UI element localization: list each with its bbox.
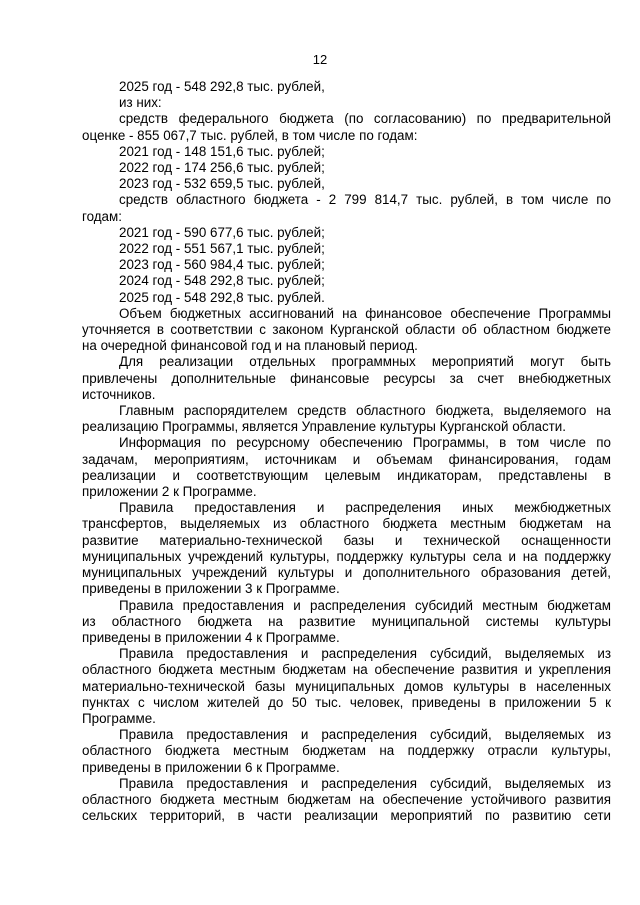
text-line: Программе.: [82, 710, 156, 726]
text-line: 2023 год - 532 659,5 тыс. рублей,: [119, 176, 325, 192]
text-line: приведены в приложении 3 к Программе.: [82, 581, 340, 597]
text-line: уточняется в соответствии с законом Курганской области об областном бюджете: [82, 322, 611, 338]
text-line: на очередной финансовой год и на плановый период.: [82, 338, 418, 354]
text-line: годам:: [82, 208, 122, 224]
text-line: Правила предоставления и распределения субсидий местным бюджетам: [119, 597, 611, 613]
text-line: оценке - 855 067,7 тыс. рублей, в том числе по годам:: [82, 127, 418, 143]
text-line: Главным распорядителем средств областного бюджета, выделяемого на: [119, 403, 611, 419]
text-line: 2022 год - 174 256,6 тыс. рублей;: [119, 160, 325, 176]
text-line: муниципальных учреждений культуры и дополнительного образования детей,: [82, 565, 611, 581]
text-line: Для реализации отдельных программных мероприятий могут быть: [119, 354, 611, 370]
text-line: средств областного бюджета - 2 799 814,7 тыс. рублей, в том числе по: [119, 192, 611, 208]
text-line: 2024 год - 548 292,8 тыс. рублей;: [119, 273, 325, 289]
text-line: развитие материально-технической базы и технической оснащенности: [82, 532, 611, 548]
text-line: из областного бюджета на развитие муниципальной системы культуры: [82, 613, 611, 629]
text-line: Правила предоставления и распределения субсидий, выделяемых из: [119, 646, 611, 662]
text-line: Правила предоставления и распределения субсидий, выделяемых из: [119, 775, 611, 791]
text-line: реализации и соответствующим целевым индикаторам, представлены в: [82, 467, 611, 483]
text-line: областного бюджета местным бюджетам на обеспечение развития и укрепления: [82, 662, 611, 678]
text-line: привлечены дополнительные финансовые ресурсы за счет внебюджетных: [82, 370, 611, 386]
text-line: реализацию Программы, является Управление культуры Курганской области.: [82, 419, 566, 435]
page-number: 12: [312, 52, 328, 67]
text-line: муниципальных учреждений культуры, поддержку культуры села и на поддержку: [82, 548, 611, 564]
text-line: приведены в приложении 4 к Программе.: [82, 629, 340, 645]
document-body: [82, 79, 611, 824]
text-line: Правила предоставления и распределения субсидий, выделяемых из: [119, 727, 611, 743]
text-line: приложении 2 к Программе.: [82, 484, 257, 500]
text-line: пунктах с числом жителей до 50 тыс. человек, приведены в приложении 5 к: [82, 694, 611, 710]
text-line: 2022 год - 551 567,1 тыс. рублей;: [119, 241, 325, 257]
text-line: 2025 год - 548 292,8 тыс. рублей.: [119, 289, 325, 305]
text-line: областного бюджета местным бюджетам на поддержку отрасли культуры,: [82, 743, 611, 759]
text-line: задачам, мероприятиям, источникам и объемам финансирования, годам: [82, 451, 611, 467]
text-line: Информация по ресурсному обеспечению Программы, в том числе по: [119, 435, 611, 451]
text-line: средств федерального бюджета (по согласованию) по предварительной: [119, 111, 611, 127]
text-line: трансфертов, выделяемых из областного бюджета местным бюджетам на: [82, 516, 611, 532]
text-line: материально-технической базы муниципальных домов культуры в населенных: [82, 678, 611, 694]
text-line: 2021 год - 148 151,6 тыс. рублей;: [119, 143, 325, 159]
text-line: Правила предоставления и распределения иных межбюджетных: [119, 500, 611, 516]
text-line: областного бюджета местным бюджетам на обеспечение устойчивого развития: [82, 791, 611, 807]
text-line: Объем бюджетных ассигнований на финансовое обеспечение Программы: [119, 305, 611, 321]
text-line: 2021 год - 590 677,6 тыс. рублей;: [119, 224, 325, 240]
text-line: 2025 год - 548 292,8 тыс. рублей,: [119, 79, 325, 94]
text-line: из них:: [119, 95, 162, 111]
text-line: приведены в приложении 6 к Программе.: [82, 759, 340, 775]
text-line: сельских территорий, в части реализации мероприятий по развитию сети: [82, 808, 611, 824]
text-line: источников.: [82, 386, 156, 402]
text-line: 2023 год - 560 984,4 тыс. рублей;: [119, 257, 325, 273]
